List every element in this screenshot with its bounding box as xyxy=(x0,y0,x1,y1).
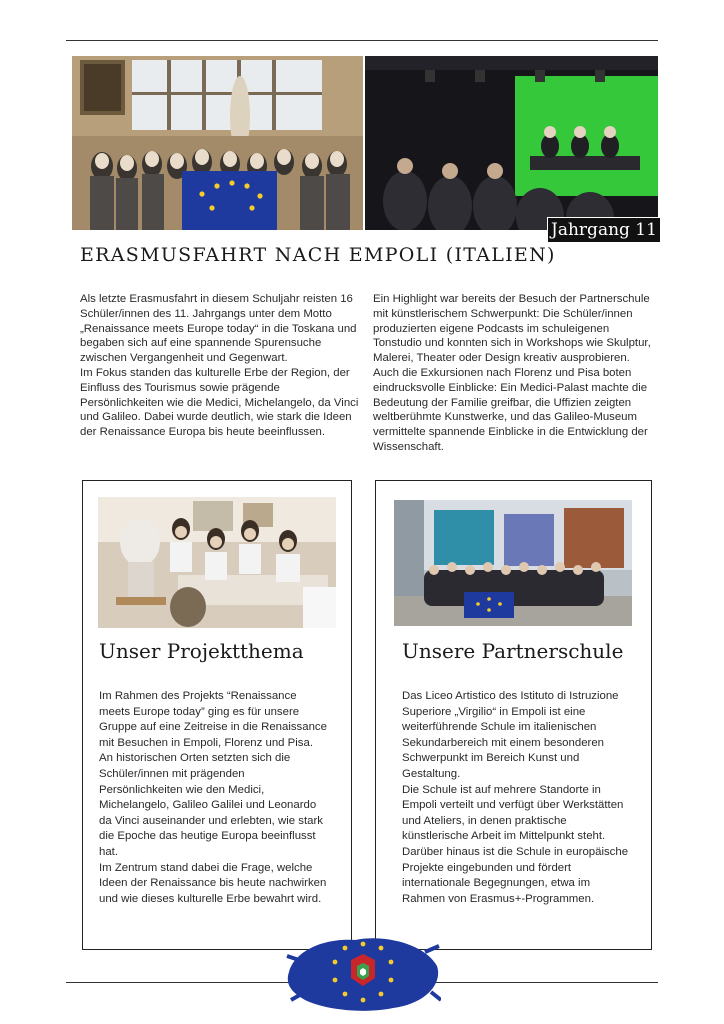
partner-card-title: Unsere Partnerschule xyxy=(402,639,624,663)
partner-card-text xyxy=(402,689,634,907)
intro-left-paragraph-2: Im Fokus standen das kulturelle Erbe der Region, der Einfluss des Tourismus sowie prägende Persönlichkeiten wie die Medici, Michelangelo, da Vinci und Galileo. Dabei wurde deutlich, wie stark die Ideen der Renaissance Europa bis heute beeinflussen. xyxy=(80,366,359,439)
page-headline: ERASMUSFAHRT NACH EMPOLI (ITALIEN) xyxy=(80,244,556,266)
intro-left-column xyxy=(80,292,360,440)
workshop-photo xyxy=(98,497,336,628)
erasmus-logo xyxy=(285,930,441,1014)
intro-right-column xyxy=(373,292,653,455)
partner-school-card xyxy=(375,480,652,950)
project-card-title: Unser Projektthema xyxy=(99,639,304,663)
project-paragraph-2: Im Zentrum stand dabei die Frage, welche Ideen der Renaissance bis heute nachwirken und wie dieses kulturelle Erbe bewahrt wird. xyxy=(99,861,327,905)
intro-right-paragraph-2: Auch die Exkursionen nach Florenz und Pisa boten eindrucksvolle Einblicke: Ein Medici-Palast machte die Bedeutung der Familie greifbar, die Uffizien zeigten weltberühmte Kunstwerke, und das Galileo-Museum vermittelte spannende Einblicke in die Entwicklung der Wissenschaft. xyxy=(373,366,648,453)
grade-badge: Jahrgang 11 xyxy=(547,217,661,243)
project-card-text xyxy=(99,689,327,907)
project-paragraph-1: Im Rahmen des Projekts “Renaissance meets Europe today” ging es für unsere Gruppe auf eine Zeitreise in die Renaissance mit Besuchen in Empoli, Florenz und Pisa. An historischen Orten setzten sich die Schüler/innen mit prägenden Persönlichkeiten wie den Medici, Michelangelo, Galileo Galilei und Leonardo da Vinci auseinander und erlebten, wie stark die Epoche das heutige Europa beeinflusst hat. xyxy=(99,690,327,858)
partner-paragraph-3: Darüber hinaus ist die Schule in europäische Projekte eingebunden und fördert internationale Begegnungen, etwa im Rahmen von Erasmus+-Programmen. xyxy=(402,845,629,905)
intro-left-paragraph-1: Als letzte Erasmusfahrt in diesem Schuljahr reisten 16 Schüler/innen des 11. Jahrgangs unter dem Motto „Renaissance meets Europe today“ in die Toskana und begaben sich auf eine spannende Spurensuche zwischen Vergangenheit und Gegenwart. xyxy=(80,293,357,365)
intro-right-paragraph-1: Ein Highlight war bereits der Besuch der Partnerschule mit künstlerischem Schwerpunkt: Die Schüler/innen produzierten eigene Podcasts im schuleigenen Tonstudio und konnten sich in Workshops wie Skulptur, Malerei, Theater oder Design kreativ ausprobieren. xyxy=(373,293,651,365)
group-photo-museum xyxy=(72,56,363,230)
project-card xyxy=(82,480,352,950)
partner-paragraph-1: Das Liceo Artistico des Istituto di Istruzione Superiore „Virgilio“ in Empoli ist eine weiterführende Schule im italienischen Sekundarbereich mit einem besonderen Schwerpunkt im Bereich Kunst und Gestaltung. xyxy=(402,690,619,780)
podcast-studio-photo xyxy=(365,56,658,230)
partner-paragraph-2: Die Schule ist auf mehrere Standorte in Empoli verteilt und verfügt über Werkstätten und Ateliers, in denen praktische künstlerische Arbeit im Mittelpunkt steht. xyxy=(402,783,624,843)
partner-school-group-photo xyxy=(394,500,632,626)
top-rule xyxy=(66,40,658,41)
